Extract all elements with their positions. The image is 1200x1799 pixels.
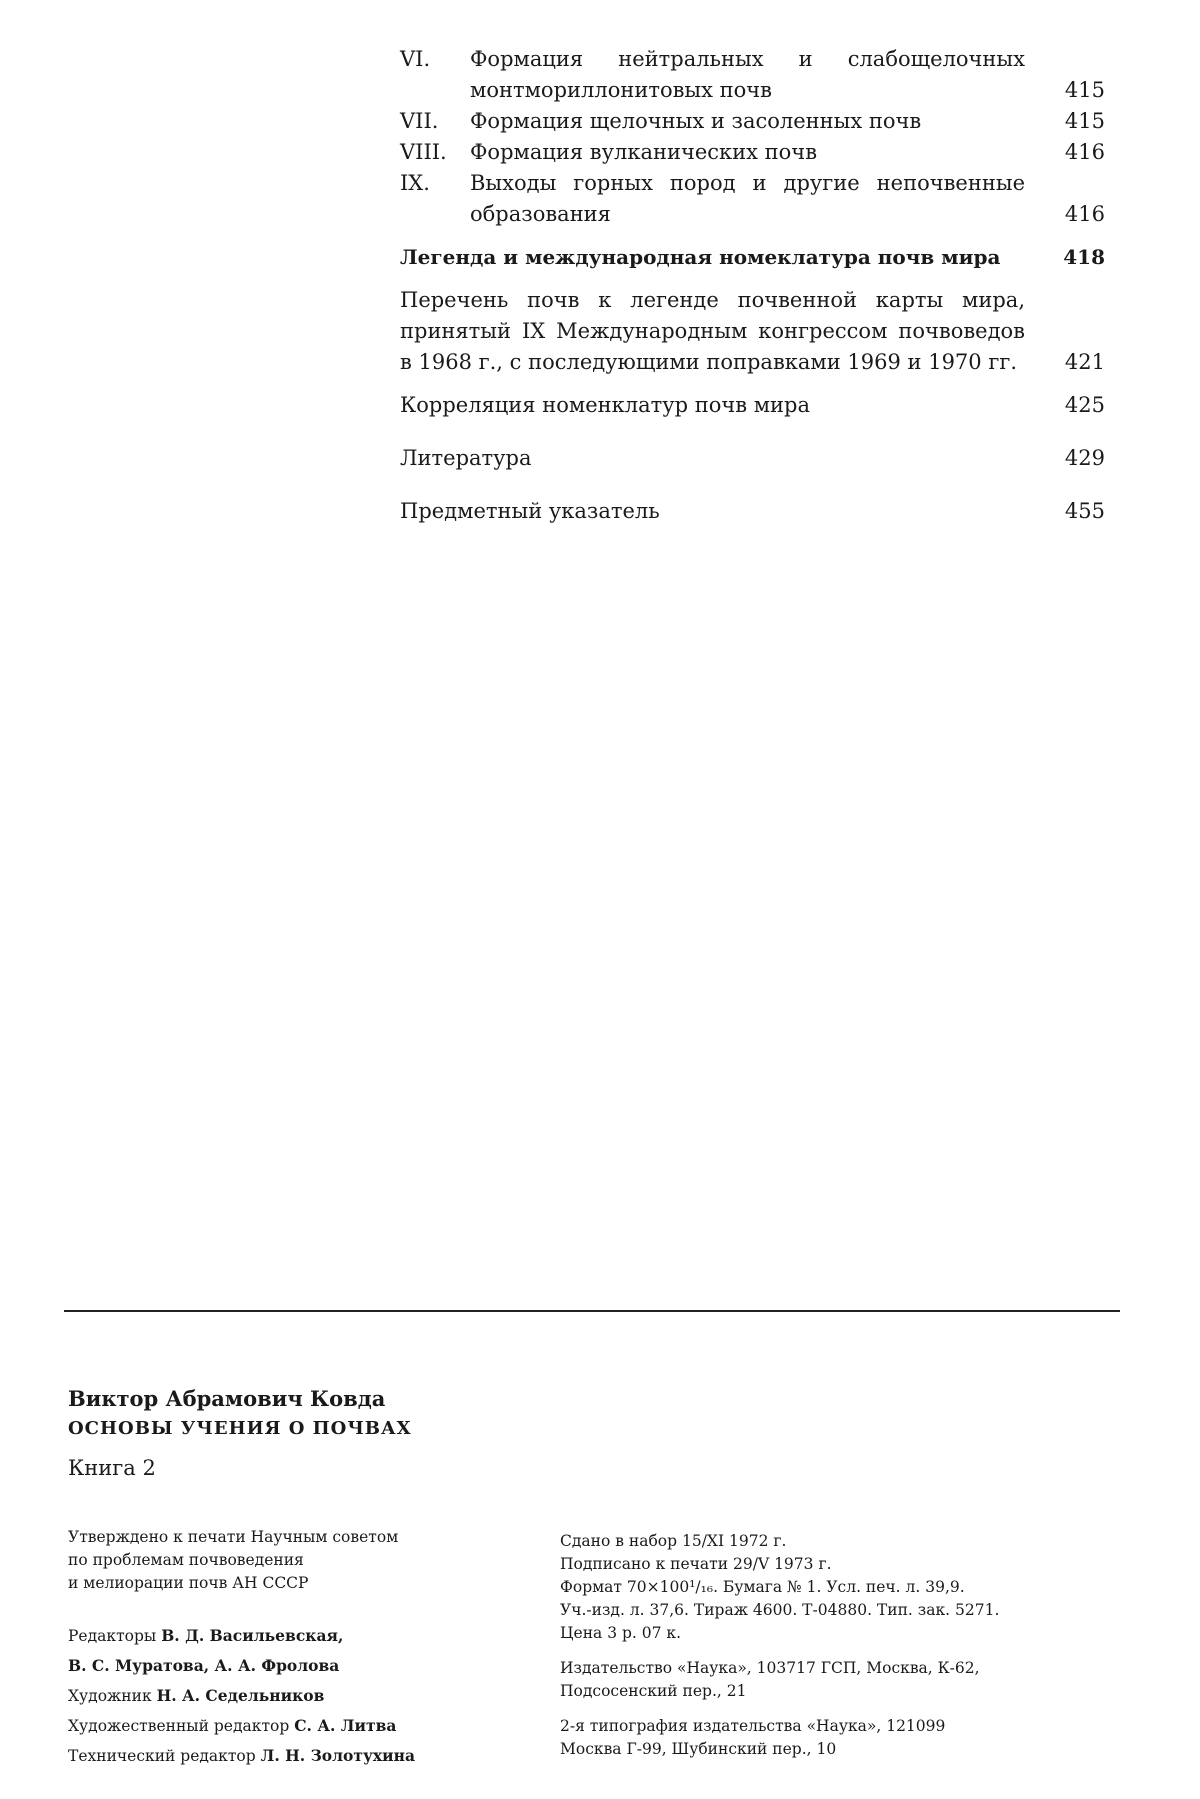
book-title: ОСНОВЫ УЧЕНИЯ О ПОЧВАХ bbox=[68, 1418, 412, 1439]
printing-column bbox=[560, 1530, 1120, 1761]
print-info-line: Цена 3 р. 07 к. bbox=[560, 1624, 682, 1642]
approval-line: и мелиорации почв АН СССР bbox=[68, 1574, 309, 1592]
art-editor-label: Художественный редактор bbox=[68, 1717, 290, 1735]
toc-entry bbox=[400, 242, 1105, 273]
toc-entry-page: 425 bbox=[1064, 393, 1105, 417]
toc-entry bbox=[400, 285, 1105, 378]
toc-entry-number: IX. bbox=[400, 171, 430, 195]
editors-names-2: В. С. Муратова, А. А. Фролова bbox=[68, 1656, 340, 1675]
toc-entry-page: 416 bbox=[1064, 202, 1105, 226]
editors-line bbox=[68, 1621, 538, 1651]
toc-entry-text: Легенда и международная номеклатура почв мира bbox=[400, 245, 1001, 269]
toc-entry-text: Формация щелочных и засоленных почв bbox=[470, 109, 922, 133]
artist-name: Н. А. Седельников bbox=[156, 1686, 325, 1705]
printer-line: 2-я типография издательства «Наука», 121099 bbox=[560, 1717, 946, 1735]
approval-block bbox=[68, 1526, 538, 1595]
tech-editor-name: Л. Н. Золотухина bbox=[260, 1746, 416, 1765]
toc-entry bbox=[400, 168, 1105, 230]
artist-line bbox=[68, 1681, 538, 1711]
toc-entry bbox=[400, 496, 1105, 527]
toc-entry bbox=[400, 44, 1105, 106]
editors-label: Редакторы bbox=[68, 1627, 157, 1645]
toc-entry-page: 415 bbox=[1064, 78, 1105, 102]
toc-entry-text: Перечень почв к легенде почвенной карты мира, принятый IX Международным конгрессом почвоведов в 1968 г., с последующими поправками 1969 и 1970 гг. bbox=[400, 288, 1025, 374]
toc-entry bbox=[400, 106, 1105, 137]
table-of-contents bbox=[400, 44, 1105, 527]
print-info-line: Формат 70×100¹/₁₆. Бумага № 1. Усл. печ. л. 39,9. bbox=[560, 1578, 965, 1596]
toc-entry-number: VIII. bbox=[400, 140, 447, 164]
toc-entry-page: 416 bbox=[1064, 140, 1105, 164]
credits-column bbox=[68, 1526, 538, 1771]
toc-entry bbox=[400, 137, 1105, 168]
publisher-block bbox=[560, 1657, 1120, 1703]
credits-block bbox=[68, 1621, 538, 1771]
toc-entry-text: Формация вулканических почв bbox=[470, 140, 818, 164]
toc-entry-text: Корреляция номенклатур почв мира bbox=[400, 393, 811, 417]
book-volume: Книга 2 bbox=[68, 1456, 156, 1480]
art-editor-name: С. А. Литва bbox=[294, 1716, 397, 1735]
toc-entry bbox=[400, 390, 1105, 421]
print-info-block bbox=[560, 1530, 1120, 1645]
toc-entry-page: 455 bbox=[1064, 499, 1105, 523]
print-info-line: Уч.-изд. л. 37,6. Тираж 4600. Т-04880. Тип. зак. 5271. bbox=[560, 1601, 1000, 1619]
toc-entry-text: Предметный указатель bbox=[400, 499, 660, 523]
editors-line-2 bbox=[68, 1651, 538, 1681]
printer-line: Москва Г-99, Шубинский пер., 10 bbox=[560, 1740, 837, 1758]
approval-line: Утверждено к печати Научным советом bbox=[68, 1528, 399, 1546]
toc-entry-text: Литература bbox=[400, 446, 532, 470]
approval-line: по проблемам почвоведения bbox=[68, 1551, 304, 1569]
art-editor-line bbox=[68, 1711, 538, 1741]
print-info-line: Подписано к печати 29/V 1973 г. bbox=[560, 1555, 832, 1573]
toc-entry bbox=[400, 443, 1105, 474]
toc-entry-text: Формация нейтральных и слабощелочных монтмориллонитовых почв bbox=[470, 47, 1025, 102]
tech-editor-line bbox=[68, 1741, 538, 1771]
toc-entry-page: 429 bbox=[1064, 446, 1105, 470]
editors-names: В. Д. Васильевская, bbox=[161, 1626, 344, 1645]
toc-entry-number: VII. bbox=[400, 109, 439, 133]
toc-entry-page: 415 bbox=[1064, 109, 1105, 133]
author-name: Виктор Абрамович Ковда bbox=[68, 1386, 386, 1411]
tech-editor-label: Технический редактор bbox=[68, 1747, 256, 1765]
toc-entry-text: Выходы горных пород и другие непочвенные образования bbox=[470, 171, 1025, 226]
printer-block bbox=[560, 1715, 1120, 1761]
artist-label: Художник bbox=[68, 1687, 152, 1705]
divider-rule bbox=[64, 1310, 1120, 1312]
toc-entry-page: 418 bbox=[1063, 245, 1105, 269]
publisher-line: Подсосенский пер., 21 bbox=[560, 1682, 747, 1700]
publisher-line: Издательство «Наука», 103717 ГСП, Москва, К-62, bbox=[560, 1659, 980, 1677]
toc-entry-page: 421 bbox=[1064, 350, 1105, 374]
print-info-line: Сдано в набор 15/XI 1972 г. bbox=[560, 1532, 787, 1550]
toc-entry-number: VI. bbox=[400, 47, 431, 71]
